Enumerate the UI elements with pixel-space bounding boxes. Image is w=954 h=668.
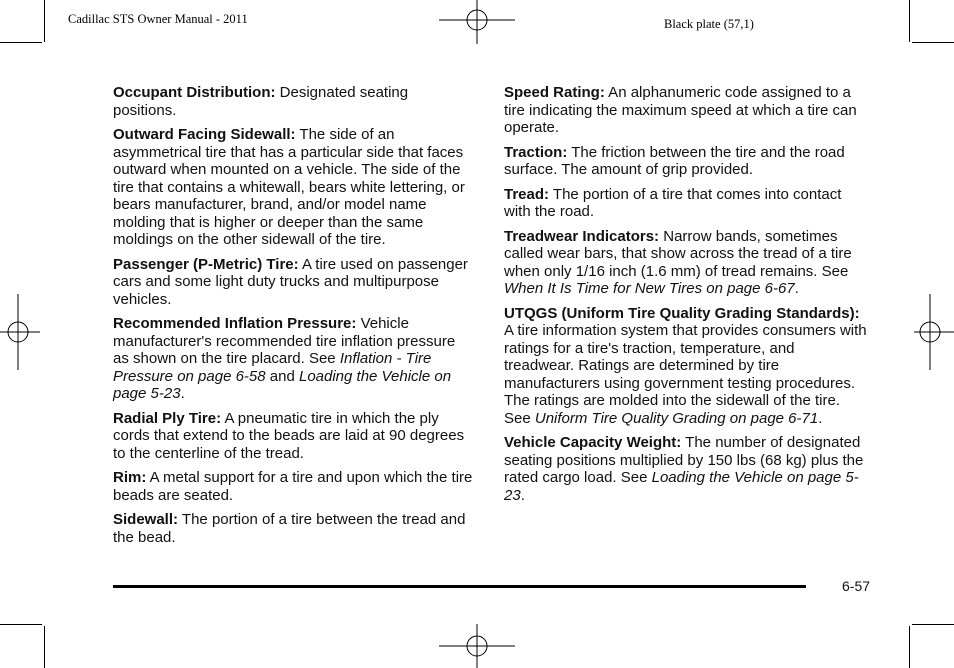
definition-term: Speed Rating:	[504, 84, 605, 101]
definition-term: Traction:	[504, 143, 568, 161]
crop-mark	[909, 626, 910, 668]
registration-mark-icon	[439, 624, 515, 668]
definition-speed-rating	[504, 84, 868, 137]
definition-text: The side of an asymmetrical tire that has a particular side that faces outward when mounted on a vehicle. The side of the tire that contains a whitewall, bears white lettering, or bears manufacturer, brand, and/or model name molding that is higher or deeper than the same moldings on the other sidewall of the tire.	[113, 126, 465, 248]
crop-mark	[44, 626, 45, 668]
definition-radial-ply-tire	[113, 410, 475, 463]
definition-term: Rim:	[113, 469, 147, 486]
definition-rim	[113, 469, 475, 504]
definition-term: Occupant Distribution:	[113, 84, 276, 101]
definition-term: Radial Ply Tire:	[113, 409, 222, 427]
crop-mark	[0, 42, 42, 43]
definition-text: The portion of a tire that comes into contact with the road.	[504, 185, 842, 220]
definition-term: UTQGS (Uniform Tire Quality Grading Standards):	[504, 304, 860, 322]
definition-passenger-tire	[113, 256, 475, 309]
definition-term: Tread:	[504, 185, 550, 203]
header-manual-title: Cadillac STS Owner Manual - 2011	[68, 12, 248, 26]
definition-text: and	[265, 367, 299, 385]
definition-text: .	[520, 486, 525, 504]
definition-text: .	[180, 385, 185, 402]
right-column	[504, 84, 868, 511]
definition-recommended-inflation-pressure	[113, 315, 475, 403]
definition-term: Vehicle Capacity Weight:	[504, 434, 682, 451]
definition-text: .	[794, 280, 799, 297]
cross-reference-link[interactable]: When It Is Time for New Tires on page 6-67	[504, 280, 795, 297]
definition-sidewall	[113, 511, 475, 546]
definition-traction	[504, 144, 868, 179]
registration-mark-icon	[0, 294, 40, 370]
definition-text: A tire used on passenger cars and some light duty trucks and multipurpose vehicles.	[113, 255, 468, 308]
definition-term: Treadwear Indicators:	[504, 227, 660, 245]
definition-text: A pneumatic tire in which the ply cords that extend to the beads are laid at 90 degrees to the centerline of the tread.	[113, 409, 465, 462]
definition-tread	[504, 186, 868, 221]
definition-text: An alphanumeric code assigned to a tire indicating the maximum speed at which a tire can operate.	[504, 84, 857, 136]
definition-term: Recommended Inflation Pressure:	[113, 315, 357, 332]
registration-mark-icon	[439, 0, 515, 44]
crop-mark	[909, 0, 910, 42]
definition-occupant-distribution	[113, 84, 475, 119]
definition-text: Designated seating positions.	[113, 84, 409, 119]
definition-text: .	[818, 409, 823, 427]
cross-reference-link[interactable]: Loading the Vehicle on page 5-23	[113, 367, 452, 402]
definition-term: Passenger (P-Metric) Tire:	[113, 255, 299, 273]
cross-reference-link[interactable]: Inflation - Tire Pressure on page 6-58	[113, 350, 432, 385]
definition-text: A metal support for a tire and upon which the tire beads are seated.	[113, 469, 473, 504]
definition-utqgs	[504, 305, 868, 428]
definition-treadwear-indicators	[504, 228, 868, 298]
crop-mark	[912, 42, 954, 43]
definition-vehicle-capacity-weight	[504, 434, 868, 504]
definition-text: The portion of a tire between the tread and the bead.	[113, 511, 466, 546]
definition-term: Sidewall:	[113, 511, 179, 528]
footer-rule	[113, 585, 806, 588]
crop-mark	[44, 0, 45, 42]
crop-mark	[912, 624, 954, 625]
definition-text: Narrow bands, sometimes called wear bars, that show across the tread of a tire when only 1/16 inch (1.6 mm) of tread remains. See	[504, 227, 852, 280]
left-column	[113, 84, 475, 553]
definition-text: The number of designated seating positions multiplied by 150 lbs (68 kg) plus the rated cargo load. See	[504, 434, 864, 486]
definition-term: Outward Facing Sidewall:	[113, 126, 296, 143]
definition-text: A tire information system that provides consumers with ratings for a tire's traction, temperature, and treadwear. Ratings are determined by tire manufacturers using government testing procedures. The ratings are molded into the sidewall of the tire. See	[504, 322, 867, 427]
page-number: 6-57	[842, 578, 871, 594]
cross-reference-link[interactable]: Loading the Vehicle on page 5-23	[504, 469, 859, 504]
definition-text: The friction between the tire and the road surface. The amount of grip provided.	[504, 143, 845, 178]
header-plate-info: Black plate (57,1)	[664, 17, 754, 31]
definition-text: Vehicle manufacturer's recommended tire inflation pressure as shown on the tire placard. See	[113, 315, 456, 367]
definition-outward-facing-sidewall	[113, 126, 475, 249]
registration-mark-icon	[914, 294, 954, 370]
crop-mark	[0, 624, 42, 625]
cross-reference-link[interactable]: Uniform Tire Quality Grading on page 6-71	[534, 409, 819, 427]
